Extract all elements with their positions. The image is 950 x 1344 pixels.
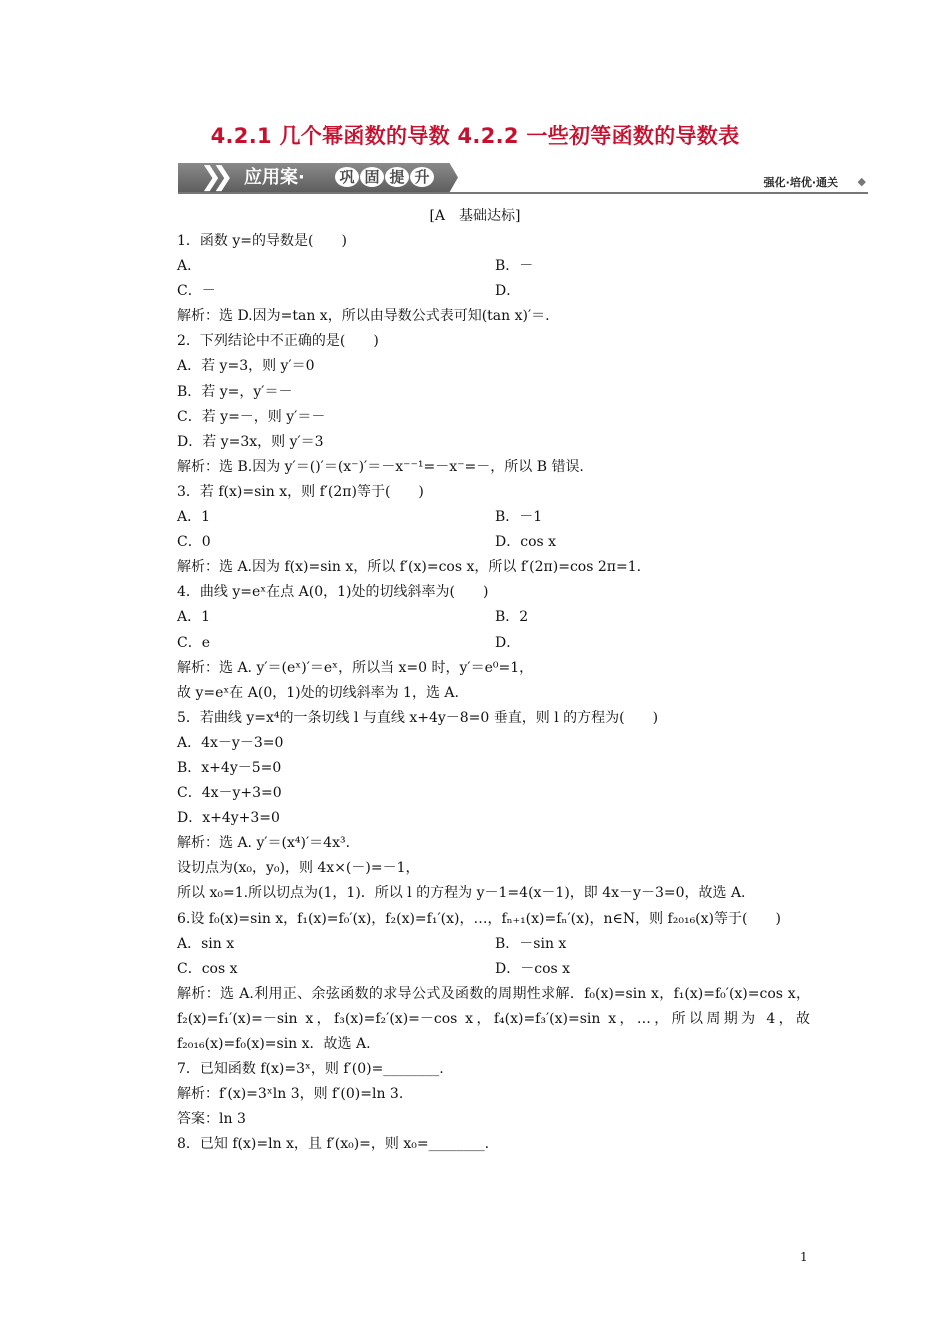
page-number: 1 (800, 1250, 808, 1264)
text-line: 6.设 f₀(x)=sin x，f₁(x)=f₀′(x)，f₂(x)=f₁′(x)，…，fₙ₊₁(x)=fₙ′(x)，n∈N，则 f₂₀₁₆(x)等于( ) (177, 910, 781, 927)
text-line: 答案：ln 3 (177, 1111, 246, 1128)
text-line: 所以 x₀=1.所以切点为(1，1)．所以 l 的方程为 y－1=4(x－1)，即 4x－y－3=0，故选 A. (177, 885, 746, 902)
banner-pill: 巩 (335, 167, 359, 187)
option-right: B．－ (495, 258, 534, 275)
text-line: 4．曲线 y=eˣ在点 A(0，1)处的切线斜率为( ) (177, 584, 489, 601)
text-line: 1．函数 y=的导数是( ) (177, 233, 347, 249)
text-line: 解析：f′(x)=3ˣln 3，则 f′(0)=ln 3. (177, 1086, 404, 1103)
option-row (145, 279, 810, 304)
option-right: D．cos x (495, 534, 557, 551)
text-line: 解析：选 D.因为=tan x，所以由导数公式表可知(tan x)′＝. (177, 308, 550, 325)
option-row (145, 631, 810, 656)
option-left: A．sin x (177, 935, 235, 952)
text-line: D．若 y=3x，则 y′＝3 (177, 433, 324, 450)
text-line: 7．已知函数 f(x)=3ˣ，则 f′(0)=________. (177, 1061, 444, 1078)
option-row (145, 530, 810, 555)
option-row (145, 932, 810, 957)
option-left: C．－ (177, 283, 216, 300)
text-line: 解析：选 A. y′＝(eˣ)′＝eˣ，所以当 x=0 时，y′＝e⁰=1， (177, 659, 534, 676)
text-line: C．4x－y+3=0 (177, 785, 282, 802)
option-row (145, 605, 810, 630)
text-line: B．x+4y－5=0 (177, 759, 282, 776)
option-left: A．1 (177, 609, 211, 626)
text-line: 解析：选 A. y′＝(x⁴)′＝4x³. (177, 835, 351, 852)
banner-pill: 固 (360, 167, 384, 187)
option-right: D． (495, 634, 521, 651)
option-row (145, 254, 810, 279)
text-line: 5．若曲线 y=x⁴的一条切线 l 与直线 x+4y－8=0 垂直，则 l 的方程为( ) (177, 709, 659, 726)
option-row (145, 957, 810, 982)
text-line: 2．下列结论中不正确的是( ) (177, 333, 379, 350)
option-left: A． (177, 258, 202, 275)
section-banner (178, 160, 868, 196)
diamond-icon: ◆ (857, 175, 866, 188)
text-line: C．若 y=－，则 y′＝－ (177, 408, 326, 425)
text-line: D．x+4y+3=0 (177, 810, 280, 827)
chevron-icon: ❯❯ (200, 162, 224, 192)
banner-pill: 升 (410, 167, 434, 187)
option-right: B．－sin x (495, 935, 567, 952)
text-line: 8．已知 f(x)=ln x，且 f′(x₀)=，则 x₀=________. (177, 1136, 490, 1153)
text-line: 3．若 f(x)=sin x，则 f′(2π)等于( ) (177, 483, 424, 500)
option-left: C．cos x (177, 960, 238, 977)
text-line: 故 y=eˣ在 A(0，1)处的切线斜率为 1，选 A. (177, 684, 459, 701)
banner-pill: 提 (385, 167, 409, 187)
option-right: D．－cos x (495, 960, 571, 977)
exercise-content (145, 229, 810, 1157)
option-right: B．2 (495, 609, 529, 626)
banner-rule (178, 192, 868, 194)
text-line: 解析：选 A.利用正、余弦函数的求导公式及函数的周期性求解．f₀(x)=sin x，f₁(x)=f₀′(x)=cos x，f₂(x)=f₁′(x)=－sin x，f₃(x)=f₂′(x)=－cos x，f₄(x)=f₃′(x)=sin x，…，所以周期为 4，故 f₂₀₁₆(x)=f₀(x)=sin x．故选 A. (177, 985, 810, 1052)
text-line: 设切点为(x₀，y₀)，则 4x×(－)=－1， (177, 860, 420, 877)
option-left: A．1 (177, 509, 211, 526)
text-line: 解析：选 A.因为 f(x)=sin x，所以 f′(x)=cos x，所以 f′(2π)=cos 2π=1. (177, 559, 642, 576)
text-line: A．4x－y－3=0 (177, 734, 284, 751)
option-left: C．e (177, 634, 210, 651)
section-heading: [A 基础达标] (429, 208, 521, 224)
option-row (145, 505, 810, 530)
option-right: B．－1 (495, 509, 543, 526)
banner-pills (335, 167, 435, 187)
option-left: C．0 (177, 534, 211, 551)
page-title: 4.2.1 几个幂函数的导数 4.2.2 一些初等函数的导数表 (210, 124, 740, 148)
text-line: A．若 y=3，则 y′＝0 (177, 358, 315, 375)
option-right: D． (495, 283, 521, 300)
banner-tagline: 强化·培优·通关 (763, 176, 838, 189)
text-line: B．若 y=，y′＝－ (177, 383, 293, 400)
text-line: 解析：选 B.因为 y′＝()′＝(x⁻)′＝－x⁻⁻¹=－x⁻=－，所以 B 错误. (177, 458, 584, 475)
banner-label: 应用案· (244, 167, 305, 188)
